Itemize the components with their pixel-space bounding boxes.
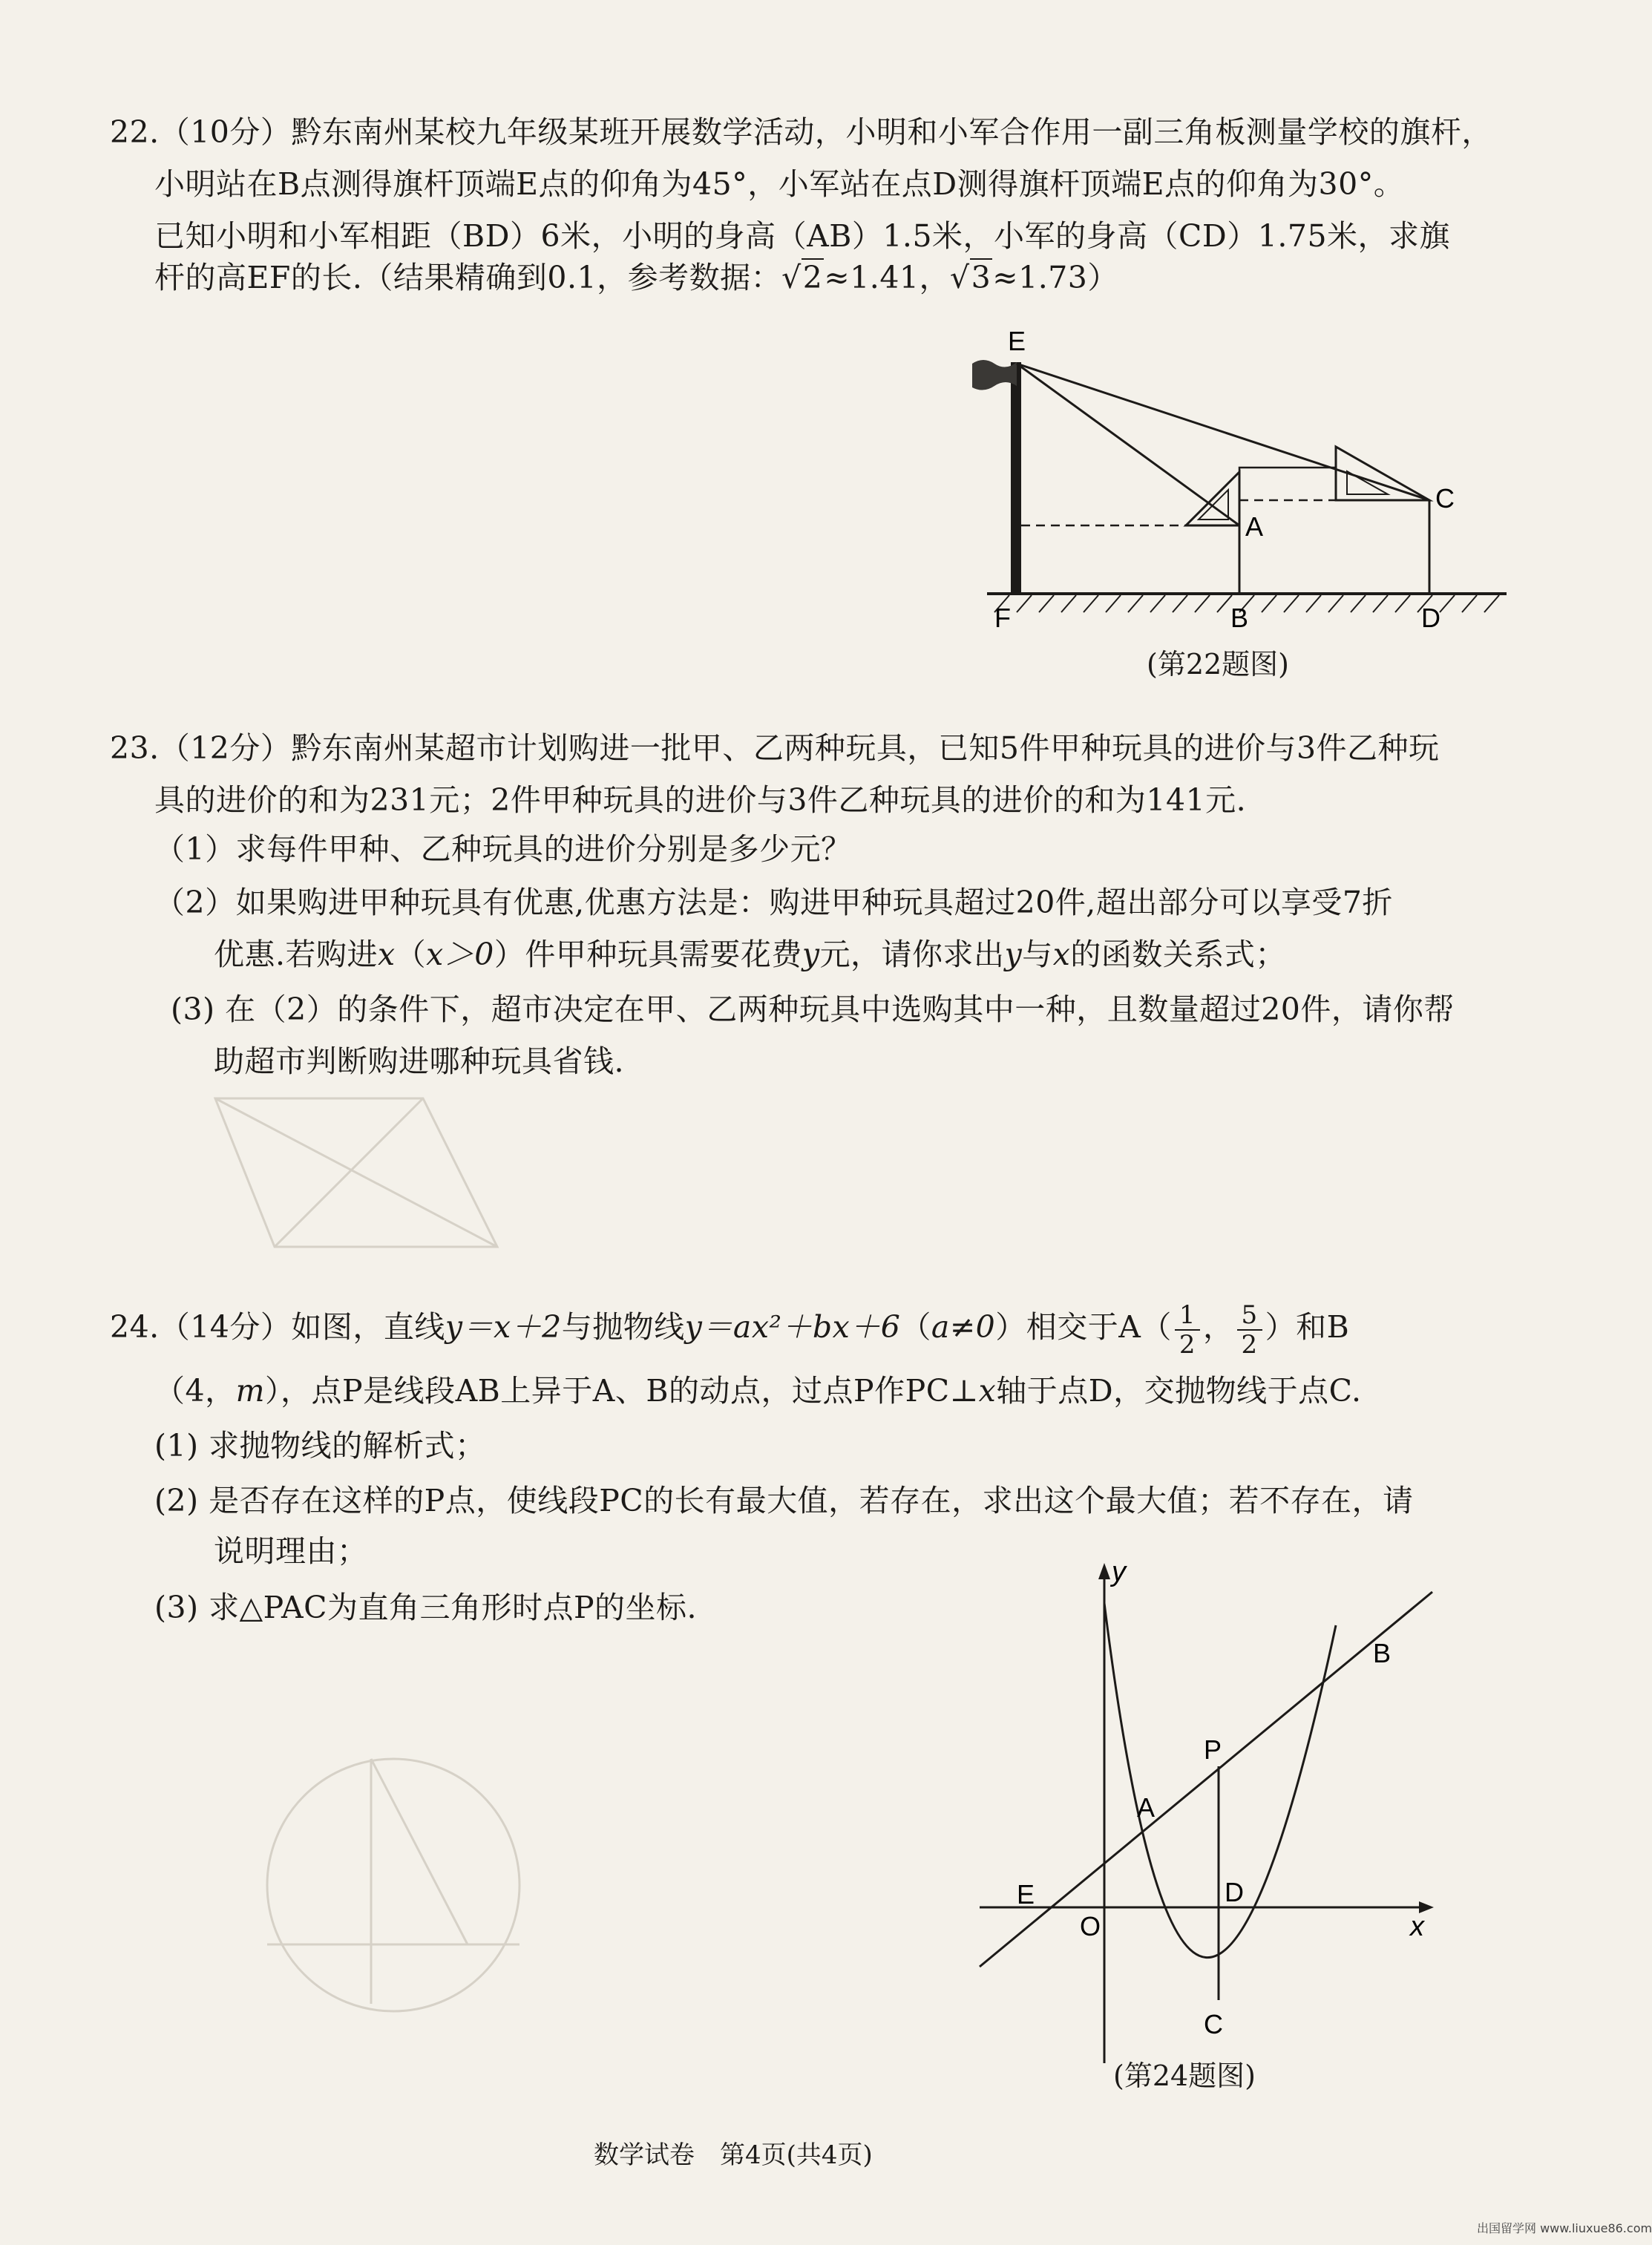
triangle-ruler-45 — [1186, 472, 1239, 525]
axis-label-y: y — [1112, 1556, 1126, 1587]
q24-text-c: （ — [900, 1309, 931, 1345]
q24-text-b: 与抛物线 — [561, 1309, 685, 1345]
q23-text-a: 优惠.若购进 — [214, 937, 378, 972]
line-y-equals-x-plus-2 — [980, 1592, 1432, 1967]
q22-line-3: 已知小明和小军相距（BD）6米，小明的身高（AB）1.5米，小军的身高（CD）1.75米，求旗 — [154, 218, 1451, 254]
q24-part-1: (1) 求抛物线的解析式； — [154, 1428, 486, 1464]
var-x-2: x — [1052, 937, 1071, 972]
point-label-c: C — [1204, 2009, 1223, 2039]
label-b: B — [1230, 603, 1249, 633]
q24-line2-text-a: （4， — [154, 1373, 236, 1409]
var-y: y — [802, 937, 820, 972]
label-d: D — [1421, 603, 1440, 633]
bleed-through-figure — [200, 1076, 527, 1269]
q24-caption: (第24题图) — [1113, 2059, 1256, 2092]
frac1-numerator: 1 — [1175, 1301, 1200, 1331]
sqrt-3-radicand: 3 — [971, 260, 991, 295]
rectangle-outline — [1239, 468, 1336, 500]
q23-part-1: （1）求每件甲种、乙种玩具的进价分别是多少元？ — [154, 831, 852, 867]
site-watermark: 出国留学网 www.liuxue86.com — [1477, 2221, 1652, 2235]
q23-part-2-line-1: （2）如果购进甲种玩具有优惠,优惠方法是：购进甲种玩具超过20件,超出部分可以享受7折 — [154, 885, 1393, 920]
fraction-five-halves — [1237, 1301, 1262, 1359]
q24-line2-text-b: ），点P是线段AB上异于A、B的动点，过点P作PC⊥ — [264, 1373, 979, 1409]
frac2-numerator: 5 — [1237, 1301, 1262, 1331]
point-label-e: E — [1017, 1879, 1035, 1910]
y-axis-arrow-icon — [1098, 1563, 1110, 1579]
q23-text-c: ）件甲种玩具需要花费 — [494, 937, 802, 972]
label-a: A — [1245, 511, 1264, 542]
sight-line-ea — [1017, 364, 1239, 525]
flag-icon — [972, 360, 1017, 390]
q23-line-1: 23.（12分）黔东南州某超市计划购进一批甲、乙两种玩具，已知5件甲种玩具的进价与3件乙种玩 — [110, 730, 1440, 766]
fraction-one-half — [1175, 1301, 1200, 1359]
point-label-p: P — [1204, 1734, 1222, 1765]
label-f: F — [994, 603, 1011, 633]
point-label-d: D — [1225, 1877, 1244, 1907]
q22-line-2: 小明站在B点测得旗杆顶端E点的仰角为45°，小军站在点D测得旗杆顶端E点的仰角为30°。 — [154, 166, 1405, 202]
q24-line2-text-c: 轴于点D，交抛物线于点C. — [996, 1373, 1362, 1409]
approx-2: ≈1.73） — [992, 260, 1118, 295]
q23-text-d: 元，请你求出 — [819, 937, 1005, 972]
q24-figure — [965, 1551, 1455, 2071]
q24-line-1 — [110, 1300, 1349, 1359]
sqrt-2: √2 — [781, 260, 823, 295]
point-label-a: A — [1137, 1792, 1156, 1823]
q23-text-b: （ — [395, 937, 427, 972]
q24-part-2-line-2: 说明理由； — [214, 1533, 368, 1569]
line-equation: y＝x＋2 — [445, 1309, 562, 1345]
axis-label-x: x — [1410, 1911, 1424, 1942]
var-x: x — [378, 937, 396, 972]
q22-line-4-text: 杆的高EF的长.（结果精确到0.1，参考数据： — [154, 260, 782, 295]
var-m: m — [235, 1373, 265, 1409]
bleed-through-circle — [245, 1722, 542, 2033]
q23-line-2: 具的进价的和为231元；2件甲种玩具的进价与3件乙种玩具的进价的和为141元. — [154, 782, 1247, 818]
q22-line-4 — [154, 255, 1118, 300]
q22-figure — [943, 319, 1521, 631]
q23-part-3-line-1: (3) 在（2）的条件下，超市决定在甲、乙两种玩具中选购其中一种，且数量超过20件，请你帮 — [171, 992, 1455, 1027]
triangle-ruler-30-inner — [1347, 471, 1388, 494]
q24-line-2 — [154, 1369, 1362, 1413]
q23-part-2-line-2 — [214, 932, 1286, 977]
label-c: C — [1435, 483, 1455, 514]
frac2-denominator: 2 — [1241, 1329, 1258, 1360]
parabola-equation: y＝ax²＋bx＋6 — [684, 1309, 901, 1345]
sight-line-ec — [1017, 364, 1429, 500]
cond-x-positive: x＞0 — [426, 937, 494, 972]
flagpole — [1011, 362, 1021, 594]
sqrt-3: √3 — [950, 260, 991, 295]
q23-text-e: 与 — [1022, 937, 1053, 972]
q23-text-f: 的函数关系式； — [1070, 937, 1286, 972]
sqrt-2-radicand: 2 — [802, 260, 823, 295]
parabola-curve — [1104, 1603, 1336, 1958]
point-label-b: B — [1373, 1638, 1392, 1668]
cond-a-nonzero: a≠0 — [931, 1309, 996, 1345]
label-e: E — [1008, 326, 1026, 356]
q24-part-2-line-1: (2) 是否存在这样的P点，使线段PC的长有最大值，若存在，求出这个最大值；若不存在，请 — [154, 1483, 1414, 1518]
q22-caption: (第22题图) — [1147, 648, 1290, 681]
approx-1: ≈1.41， — [824, 260, 951, 295]
q22-line-1: 22.（10分）黔东南州某校九年级某班开展数学活动，小明和小军合作用一副三角板测量学校的旗杆， — [110, 114, 1492, 150]
q24-comma: ， — [1203, 1309, 1234, 1345]
q23-part-3-line-2: 助超市判断购进哪种玩具省钱. — [214, 1043, 625, 1079]
q24-text-a: 24.（14分）如图，直线 — [110, 1309, 445, 1345]
q24-text-d: ）相交于A（ — [995, 1309, 1172, 1345]
var-x-axis: x — [978, 1373, 997, 1409]
frac1-denominator: 2 — [1179, 1329, 1196, 1360]
page-footer: 数学试卷 第4页(共4页) — [594, 2140, 873, 2170]
q24-text-e: ）和B — [1265, 1309, 1350, 1345]
var-y-2: y — [1004, 937, 1023, 972]
q24-part-3: (3) 求△PAC为直角三角形时点P的坐标. — [154, 1590, 698, 1625]
point-label-o: O — [1080, 1911, 1101, 1941]
